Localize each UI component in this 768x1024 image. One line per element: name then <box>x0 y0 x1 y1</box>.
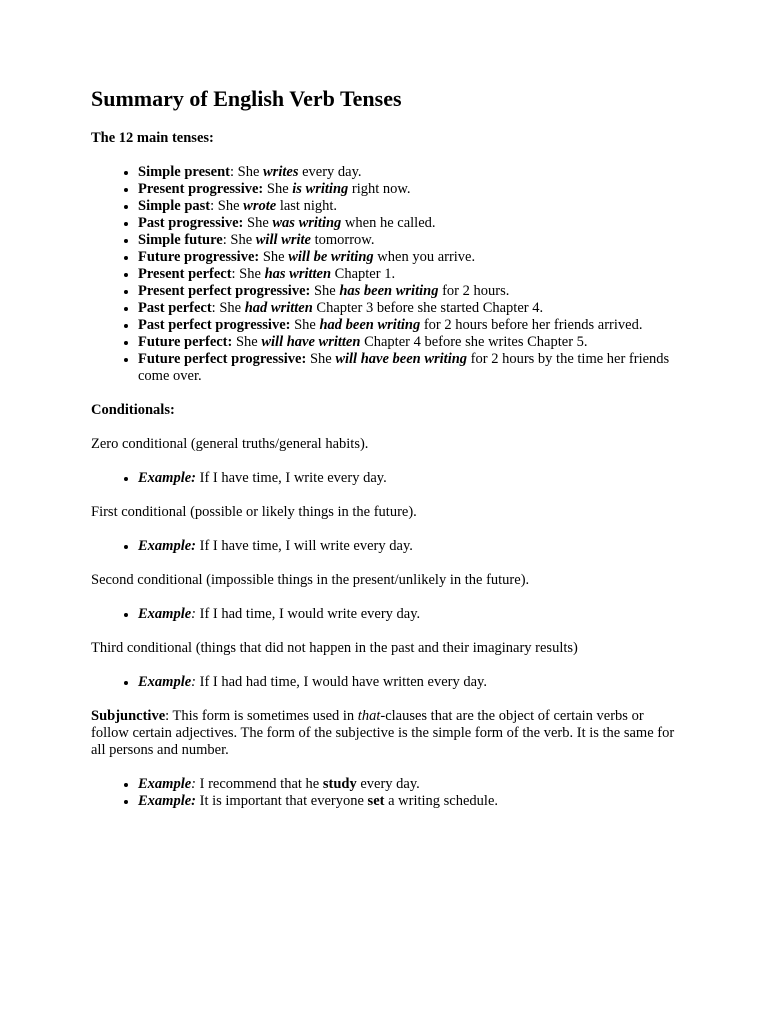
conditional-description: Zero conditional (general truths/general habits). <box>91 436 369 452</box>
tense-item: • Future progressive: She will be writing when you arrive. <box>138 249 678 266</box>
subjunctive-paragraph: Subjunctive: This form is sometimes used in that-clauses that are the object of certain verbs or follow certain adjectives. The form of the subjective is the simple form of the verb. It is the same for all persons and number. <box>91 708 675 758</box>
tense-name: Past perfect progressive: <box>138 317 291 333</box>
conditional-example: • Example: If I have time, I write every day. <box>138 470 678 487</box>
tense-item: • Past perfect: She had written Chapter 3 before she started Chapter 4. <box>138 300 678 317</box>
tense-name: Simple future <box>138 232 223 248</box>
example-label: Example <box>138 606 192 622</box>
tense-name: Future perfect progressive: <box>138 351 307 367</box>
example-label: Example: <box>138 538 196 554</box>
tense-item: • Present perfect progressive: She has been writing for 2 hours. <box>138 283 678 300</box>
conditional-example: • Example: If I have time, I will write every day. <box>138 538 678 555</box>
tense-name: Simple past <box>138 198 211 214</box>
conditional-example-list <box>91 538 678 555</box>
conditionals-section <box>91 436 678 691</box>
tense-verb: has been writing <box>339 283 439 299</box>
tense-item: • Future perfect: She will have written Chapter 4 before she writes Chapter 5. <box>138 334 678 351</box>
tenses-heading: The 12 main tenses: <box>91 130 214 146</box>
tense-verb: is writing <box>292 181 349 197</box>
tense-verb: had written <box>244 300 313 316</box>
tense-name: Present progressive: <box>138 181 264 197</box>
tense-name: Present perfect <box>138 266 232 282</box>
tense-item: • Future perfect progressive: She will have been writing for 2 hours by the time her friends come over. <box>138 351 678 385</box>
tense-item: • Present progressive: She is writing right now. <box>138 181 678 198</box>
tense-name: Past perfect <box>138 300 212 316</box>
subjunctive-example: • Example: It is important that everyone set a writing schedule. <box>138 793 678 810</box>
tense-item: • Simple present: She writes every day. <box>138 164 678 181</box>
tense-name: Future perfect: <box>138 334 233 350</box>
tense-verb: will be writing <box>288 249 374 265</box>
tense-verb: was writing <box>272 215 342 231</box>
tense-name: Future progressive: <box>138 249 260 265</box>
tense-verb: will write <box>255 232 311 248</box>
conditional-description: First conditional (possible or likely things in the future). <box>91 504 417 520</box>
subjunctive-example: • Example: I recommend that he study every day. <box>138 776 678 793</box>
tense-name: Past progressive: <box>138 215 244 231</box>
subjunctive-term: Subjunctive <box>91 708 166 724</box>
tense-verb: had been writing <box>319 317 421 333</box>
tense-verb: wrote <box>243 198 277 214</box>
tense-verb: will have written <box>261 334 361 350</box>
tense-verb: writes <box>263 164 299 180</box>
conditional-example: • Example: If I had time, I would write every day. <box>138 606 678 623</box>
tense-item: • Simple past: She wrote last night. <box>138 198 678 215</box>
tenses-list <box>91 164 678 385</box>
conditional-example: • Example: If I had had time, I would have written every day. <box>138 674 678 691</box>
subjunctive-examples <box>91 776 678 810</box>
conditional-example-list <box>91 470 678 487</box>
tense-name: Present perfect progressive: <box>138 283 311 299</box>
tense-item: • Simple future: She will write tomorrow. <box>138 232 678 249</box>
example-label: Example: <box>138 470 196 486</box>
example-label: Example <box>138 674 192 690</box>
conditional-description: Second conditional (impossible things in the present/unlikely in the future). <box>91 572 530 588</box>
tense-verb: has written <box>264 266 332 282</box>
conditional-description: Third conditional (things that did not happen in the past and their imaginary results) <box>91 640 578 656</box>
tense-name: Simple present <box>138 164 230 180</box>
page-title: Summary of English Verb Tenses <box>91 86 402 111</box>
tense-item: • Past progressive: She was writing when he called. <box>138 215 678 232</box>
tense-item: • Present perfect: She has written Chapter 1. <box>138 266 678 283</box>
conditional-example-list <box>91 606 678 623</box>
example-label: Example: <box>138 793 196 809</box>
tense-item: • Past perfect progressive: She had been writing for 2 hours before her friends arrived. <box>138 317 678 334</box>
example-label: Example <box>138 776 192 792</box>
tense-verb: will have been writing <box>335 351 468 367</box>
conditional-example-list <box>91 674 678 691</box>
conditionals-heading: Conditionals: <box>91 402 175 418</box>
